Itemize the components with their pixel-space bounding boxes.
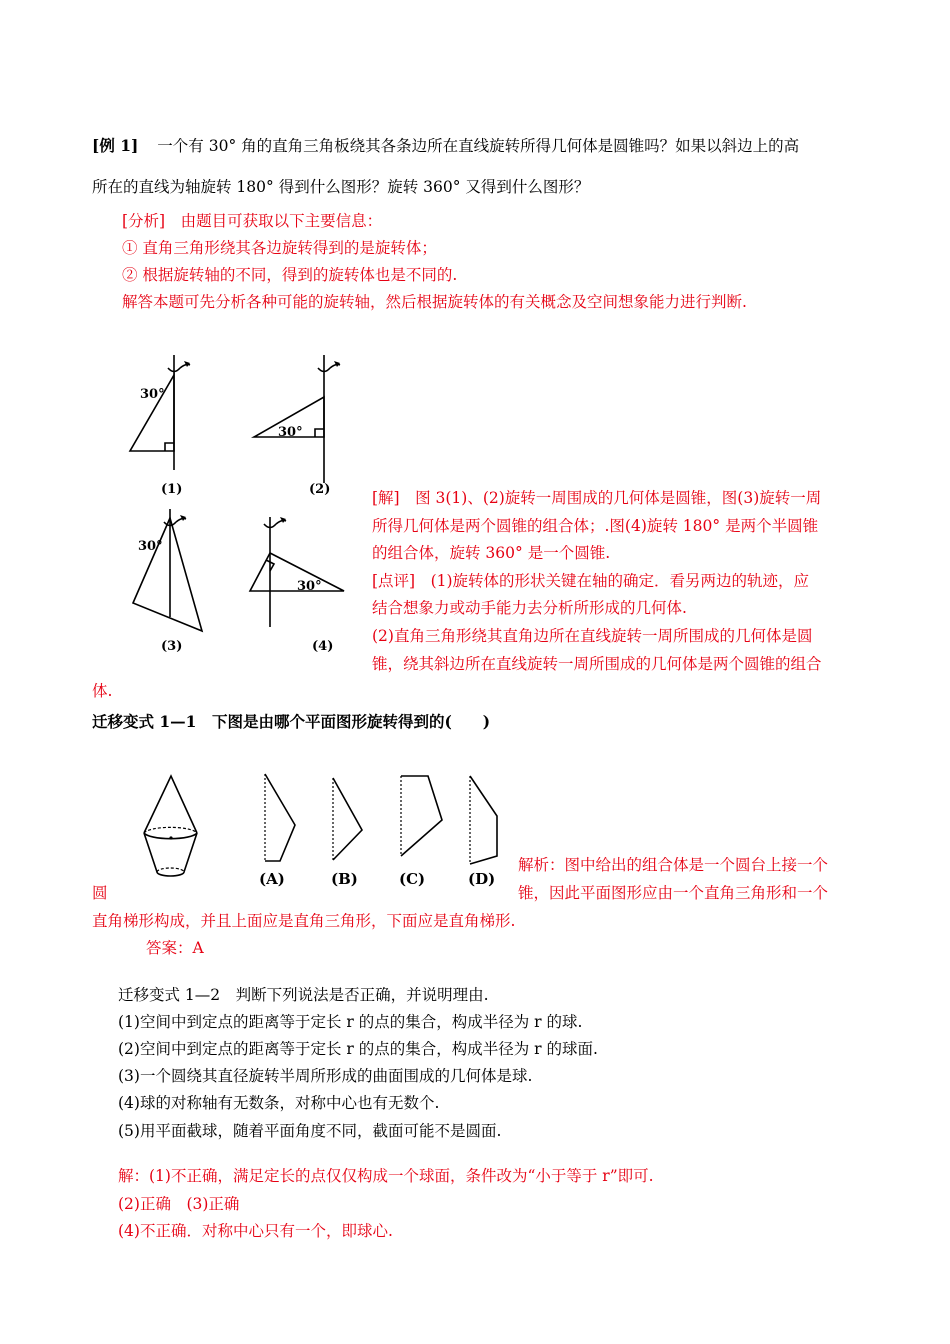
remark-line: 结合想象力或动手能力去分析所形成的几何体. bbox=[372, 599, 687, 617]
transfer1-answer: 答案：A bbox=[146, 939, 204, 957]
remark-line: 体. bbox=[92, 682, 113, 700]
transfer1-analysis-line: 直角梯形构成，并且上面应是直角三角形，下面应是直角梯形. bbox=[92, 912, 516, 930]
angle-label-1: 30° bbox=[140, 387, 165, 402]
analysis-line: 解答本题可先分析各种可能的旋转轴，然后根据旋转体的有关概念及空间想象能力进行判断. bbox=[122, 293, 747, 311]
analysis-line: ② 根据旋转轴的不同，得到的旋转体也是不同的. bbox=[122, 266, 458, 284]
transfer2-item: (3)一个圆绕其直径旋转半周所形成的曲面围成的几何体是球. bbox=[118, 1067, 533, 1085]
example-question-text-1: 一个有 30° 角的直角三角板绕其各条边所在直线旋转所得几何体是圆锥吗？如果以斜边上的高 bbox=[157, 137, 800, 155]
transfer1-analysis-line: 锥，因此平面图形应由一个直角三角形和一个 bbox=[518, 884, 829, 902]
remark-line: [点评] (1)旋转体的形状关键在轴的确定．看另两边的轨迹，应 bbox=[372, 572, 810, 590]
analysis-line: [分析] 由题目可获取以下主要信息： bbox=[122, 212, 383, 230]
transfer1-title: 迁移变式 1—1 下图是由哪个平面图形旋转得到的( ) bbox=[92, 712, 491, 731]
angle-label-2: 30° bbox=[278, 425, 303, 440]
solution-line: 所得几何体是两个圆锥的组合体；.图(4)旋转 180° 是两个半圆锥 bbox=[372, 517, 819, 535]
remark-line: 锥，绕其斜边所在直线旋转一周所围成的几何体是两个圆锥的组合 bbox=[372, 655, 822, 673]
transfer2-item: (4)球的对称轴有无数条，对称中心也有无数个. bbox=[118, 1094, 440, 1112]
figure-caption-4: (4) bbox=[312, 639, 334, 654]
figure-caption-1: (1) bbox=[161, 482, 183, 497]
solution-line: [解] 图 3(1)、(2)旋转一周围成的几何体是圆锥，图(3)旋转一周 bbox=[372, 489, 822, 507]
example-question-line-2: 所在的直线为轴旋转 180° 得到什么图形？旋转 360° 又得到什么图形？ bbox=[92, 178, 590, 196]
figure-caption-3: (3) bbox=[161, 639, 183, 654]
transfer1-analysis-line: 解析：图中给出的组合体是一个圆台上接一个 bbox=[518, 856, 829, 874]
option-c-label: (C) bbox=[399, 870, 426, 888]
angle-label-3: 30° bbox=[138, 539, 163, 554]
solution-line: 的组合体，旋转 360° 是一个圆锥. bbox=[372, 544, 611, 562]
example-question-line-1 bbox=[92, 136, 799, 156]
transfer2-item: (5)用平面截球，随着平面角度不同，截面可能不是圆面. bbox=[118, 1122, 502, 1140]
transfer2-title: 迁移变式 1—2 判断下列说法是否正确，并说明理由. bbox=[118, 986, 489, 1004]
option-a-label: (A) bbox=[259, 870, 285, 888]
remark-line: (2)直角三角形绕其直角边所在直线旋转一周所围成的几何体是圆 bbox=[372, 627, 813, 645]
transfer2-answer: (2)正确 (3)正确 bbox=[118, 1195, 240, 1213]
angle-label-4: 30° bbox=[297, 579, 322, 594]
transfer2-item: (2)空间中到定点的距离等于定长 r 的点的集合，构成半径为 r 的球面. bbox=[118, 1040, 598, 1058]
transfer1-analysis-circle: 圆 bbox=[92, 884, 108, 902]
example-label: [例 1] bbox=[92, 136, 139, 155]
transfer2-item: (1)空间中到定点的距离等于定长 r 的点的集合，构成半径为 r 的球. bbox=[118, 1013, 583, 1031]
rotation-triangles-figure bbox=[118, 355, 363, 665]
transfer2-answer: (4)不正确．对称中心只有一个，即球心. bbox=[118, 1222, 393, 1240]
transfer2-answer: 解：(1)不正确，满足定长的点仅仅构成一个球面，条件改为“小于等于 r”即可. bbox=[118, 1167, 654, 1185]
analysis-line: ① 直角三角形绕其各边旋转得到的是旋转体； bbox=[122, 239, 437, 257]
cone-frustum-figure bbox=[135, 768, 505, 894]
figure-caption-2: (2) bbox=[309, 482, 331, 497]
option-d-label: (D) bbox=[468, 870, 496, 888]
option-b-label: (B) bbox=[331, 870, 358, 888]
